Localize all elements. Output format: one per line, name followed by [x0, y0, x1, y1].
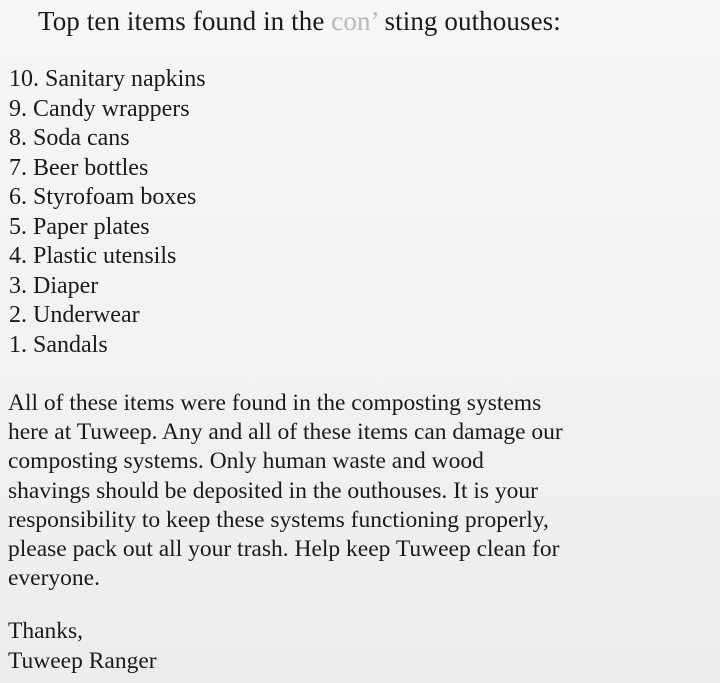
items-list: [9, 65, 206, 360]
title-start: Top ten items found in the: [38, 6, 332, 36]
list-item: 1. Sandals: [9, 331, 108, 358]
list-item: 2. Underwear: [9, 302, 140, 328]
paragraph-line: responsibility to keep these systems functioning properly,: [8, 506, 549, 533]
list-item: 6. Styrofoam boxes: [9, 184, 197, 210]
paragraph-line: shavings should be deposited in the outhouses. It is your: [8, 477, 539, 504]
list-item: 7. Beer bottles: [9, 154, 149, 181]
notice-title: [38, 4, 561, 38]
list-item: 3. Diaper: [9, 272, 99, 299]
paragraph-line: everyone.: [8, 565, 100, 592]
list-item: 4. Plastic utensils: [9, 243, 177, 269]
list-item: 9. Candy wrappers: [9, 95, 190, 122]
list-item: 5. Paper plates: [9, 213, 150, 240]
signature-text: Tuweep Ranger: [8, 647, 157, 674]
title-faded-fragment: con’: [331, 6, 385, 36]
title-end: sting outhouses:: [384, 6, 561, 36]
list-item: 10. Sanitary napkins: [9, 66, 206, 92]
paragraph-line: composting systems. Only human waste and wood: [8, 448, 484, 475]
closing-text: Thanks,: [8, 618, 84, 644]
signoff: [8, 617, 157, 676]
paragraph-line: here at Tuweep. Any and all of these items can damage our: [8, 419, 563, 446]
notice-paragraph: [8, 389, 718, 593]
list-item: 8. Soda cans: [9, 125, 130, 151]
paragraph-line: please pack out all your trash. Help keep Tuweep clean for: [8, 536, 560, 563]
paragraph-line: All of these items were found in the composting systems: [8, 390, 542, 416]
